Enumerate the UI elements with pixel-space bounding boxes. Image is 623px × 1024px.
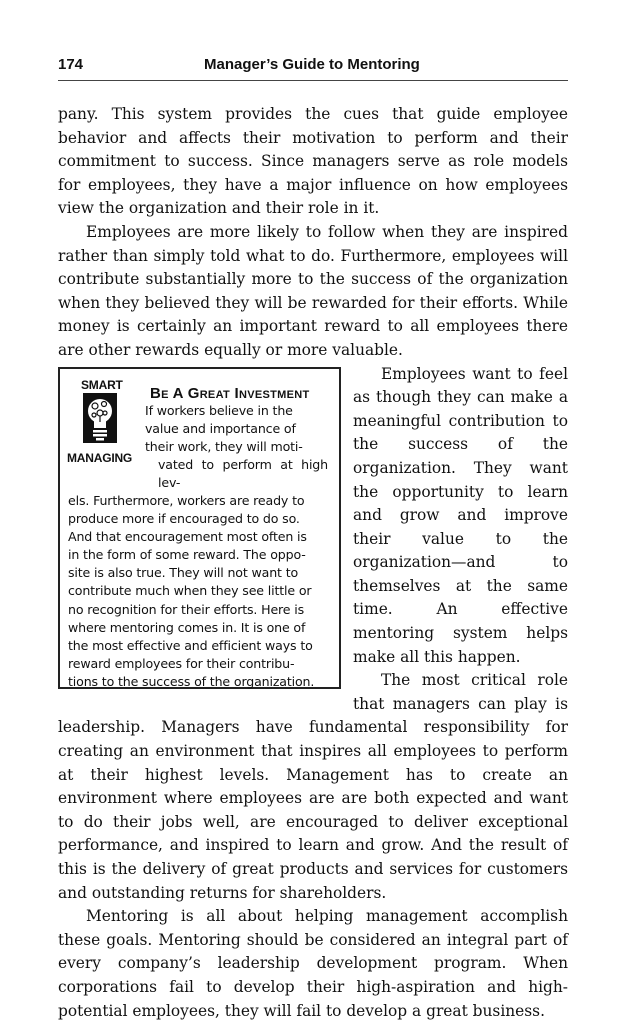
- page-number: 174: [58, 56, 84, 73]
- sidebar-line: produce more if encouraged to do so.: [68, 511, 300, 527]
- sidebar-line: tions to the success of the organization.: [68, 673, 315, 689]
- sidebar-line: value and importance of: [145, 420, 296, 436]
- sidebar-line: where mentoring comes in. It is one of: [68, 619, 306, 635]
- running-title: Manager’s Guide to Mentoring: [204, 56, 420, 73]
- sidebar-line: And that encouragement most often is: [68, 529, 307, 545]
- smart-label: SMART: [81, 377, 123, 392]
- paragraph-2: Employees are more likely to follow when they are inspired rather than simply told what to do. Furthermore, employees will contribute substantially more to the success of the organization when they believed they will be rewarded for their efforts. While money is certainly an important reward to all employees there are other rewards equally or more valuable.: [58, 222, 568, 359]
- body-text: [58, 103, 568, 1023]
- paragraph-5: Mentoring is all about helping management accomplish these goals. Mentoring should be considered an integral part of every company’s leadership development program. When corporations fail to develop their high-aspiration and high-potential employees, they will fail to develop a great business.: [58, 907, 568, 1020]
- sidebar-line: no recognition for their efforts. Here is: [68, 601, 305, 617]
- sidebar-title: Be A Great Investment: [150, 384, 310, 402]
- smart-managing-sidebar: [58, 367, 341, 689]
- managing-label: MANAGING: [67, 450, 133, 465]
- sidebar-line: els. Furthermore, workers are ready to: [68, 493, 305, 508]
- sidebar-line: their work, they will moti-: [145, 438, 303, 454]
- sidebar-text: [68, 402, 328, 692]
- page-header: [58, 50, 568, 81]
- paragraph-3: Employees want to feel as though they can make a meaningful contribution to the success of the organization. They want the opportunity to learn and grow and improve their value to the organization—and to themselves at the same time. An effective mentoring system helps make all this happen.: [353, 364, 568, 666]
- sidebar-line: vated to perform at high lev-: [158, 456, 328, 490]
- sidebar-line: site is also true. They will not want to: [68, 565, 299, 581]
- paragraph-1: pany. This system provides the cues that guide employee behavior and affects their motivation to perform and their commitment to success. Since managers serve as role models for employees, they have a major influence on how employees view the organization and their role in it.: [58, 105, 568, 218]
- sidebar-line: reward employees for their contribu-: [68, 655, 295, 671]
- paragraph-4: The most critical role that managers can play is leadership. Managers have fundamental responsibility for creating an environment that inspires all employees to perform at their highest levels. Management has to create an environment where employees are are both expected and want to do their jobs well, are encouraged to deliver exceptional performance, and inspired to learn and grow. And the result of this is the delivery of great products and services for customers and outstanding returns for shareholders.: [58, 671, 568, 902]
- sidebar-line: If workers believe in the: [145, 402, 293, 418]
- sidebar-line: contribute much when they see little or: [68, 583, 312, 599]
- sidebar-line: in the form of some reward. The oppo-: [68, 547, 306, 563]
- sidebar-line: the most effective and efficient ways to: [68, 637, 313, 653]
